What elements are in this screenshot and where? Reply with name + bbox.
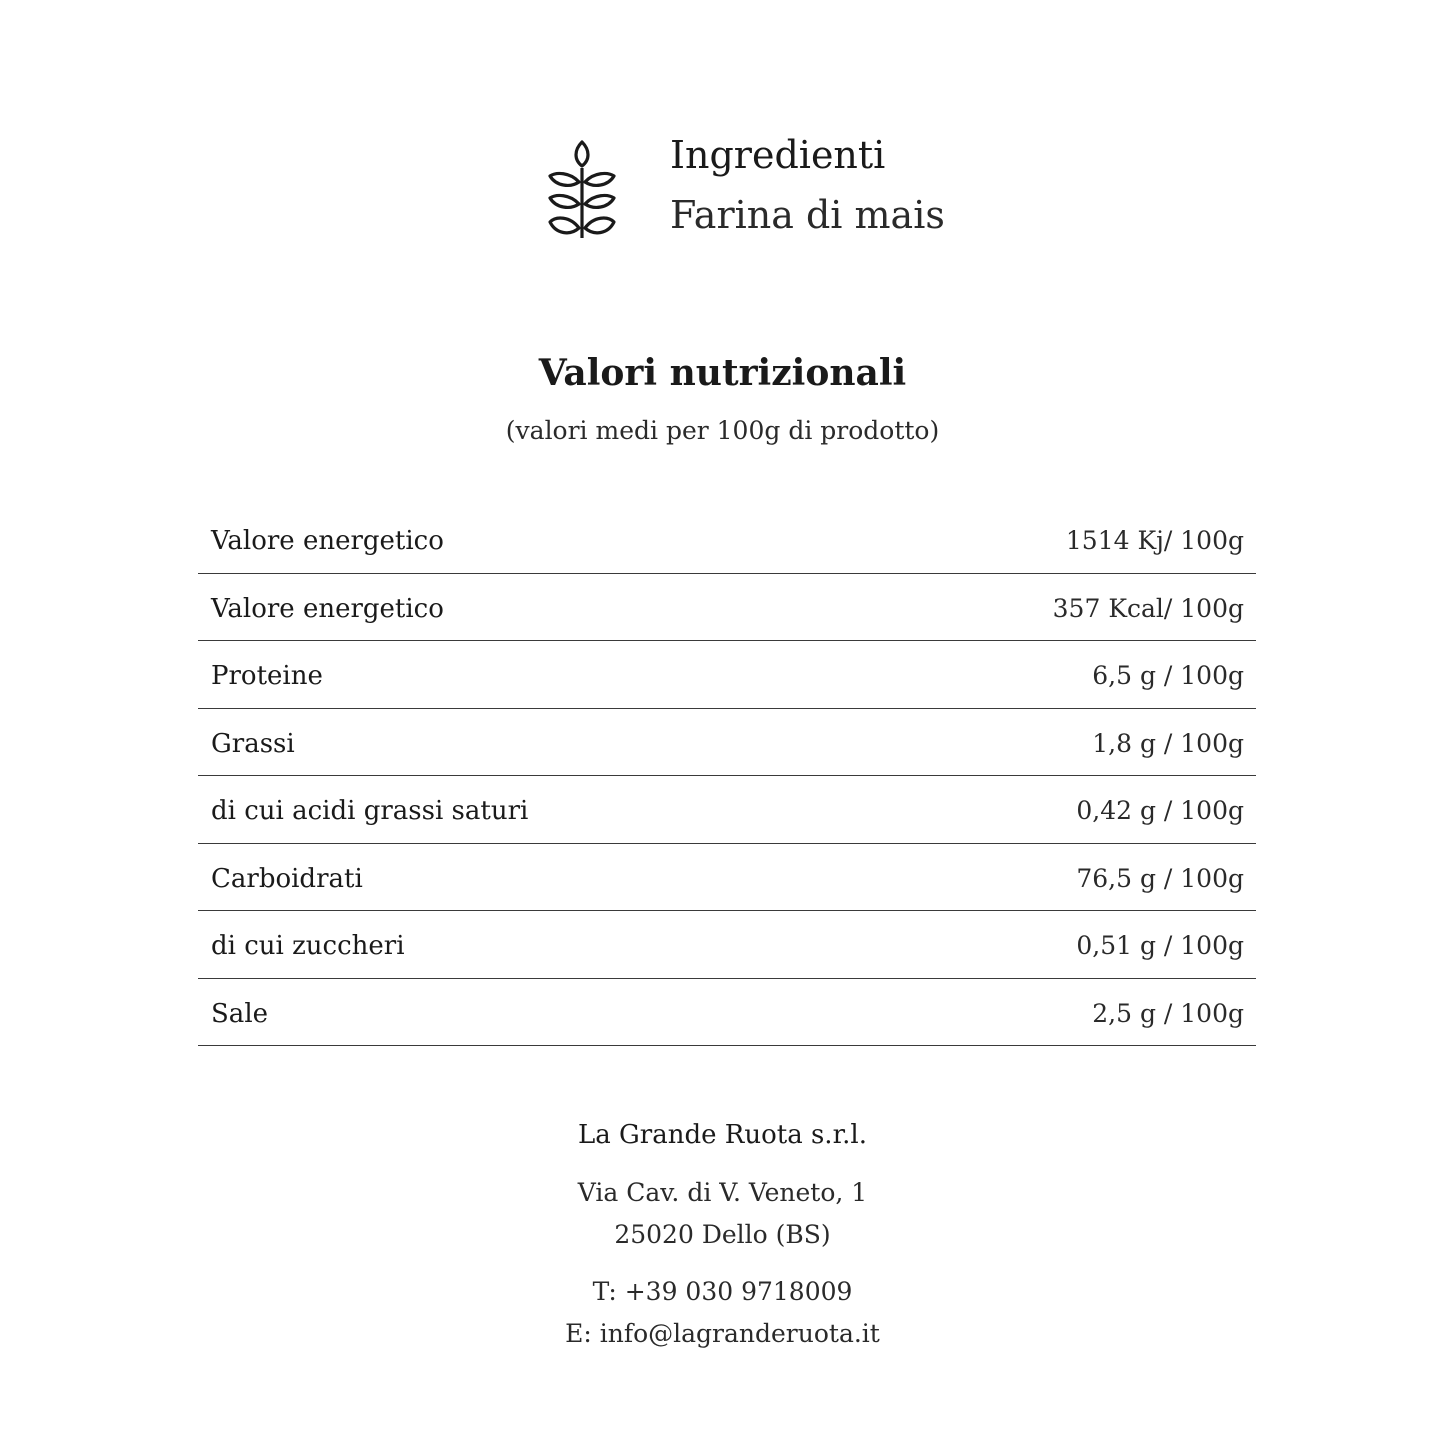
table-row	[198, 641, 1256, 709]
table-row	[198, 776, 1256, 844]
row-label: Valore energetico	[211, 526, 444, 556]
row-value: 0,51 g / 100g	[1076, 931, 1244, 960]
row-label: Proteine	[211, 661, 323, 691]
row-value: 2,5 g / 100g	[1092, 998, 1244, 1028]
nutrition-subtitle: (valori medi per 100g di prodotto)	[505, 416, 940, 445]
row-value: 0,42 g / 100g	[1076, 796, 1244, 825]
row-value: 6,5 g / 100g	[1092, 661, 1244, 690]
table-row	[198, 979, 1256, 1047]
ingredients-value: Farina di mais	[670, 193, 945, 237]
ingredients-section	[546, 128, 966, 248]
row-label: di cui acidi grassi saturi	[211, 796, 529, 826]
ingredients-title: Ingredienti	[670, 133, 886, 177]
row-value: 1,8 g / 100g	[1092, 728, 1244, 758]
email-address: E: info@lagranderuota.it	[565, 1319, 880, 1348]
row-label: Valore energetico	[211, 593, 444, 624]
table-row	[198, 574, 1256, 642]
address-line-1: Via Cav. di V. Veneto, 1	[577, 1178, 868, 1207]
wheat-icon	[546, 138, 618, 242]
row-label: di cui zuccheri	[211, 931, 405, 961]
row-label: Grassi	[211, 728, 295, 759]
row-value: 1514 Kj/ 100g	[1065, 526, 1244, 555]
phone-number: T: +39 030 9718009	[592, 1277, 853, 1306]
nutrition-title: Valori nutrizionali	[538, 352, 907, 394]
nutrition-table	[198, 506, 1256, 1046]
row-label: Carboidrati	[211, 863, 363, 894]
address-line-2: 25020 Dello (BS)	[614, 1220, 831, 1249]
row-label: Sale	[211, 998, 269, 1029]
company-name: La Grande Ruota s.r.l.	[578, 1120, 867, 1150]
row-value: 76,5 g / 100g	[1076, 863, 1244, 893]
table-row	[198, 911, 1256, 979]
table-row	[198, 844, 1256, 912]
row-value: 357 Kcal/ 100g	[1052, 593, 1244, 623]
table-row	[198, 506, 1256, 574]
table-row	[198, 709, 1256, 777]
